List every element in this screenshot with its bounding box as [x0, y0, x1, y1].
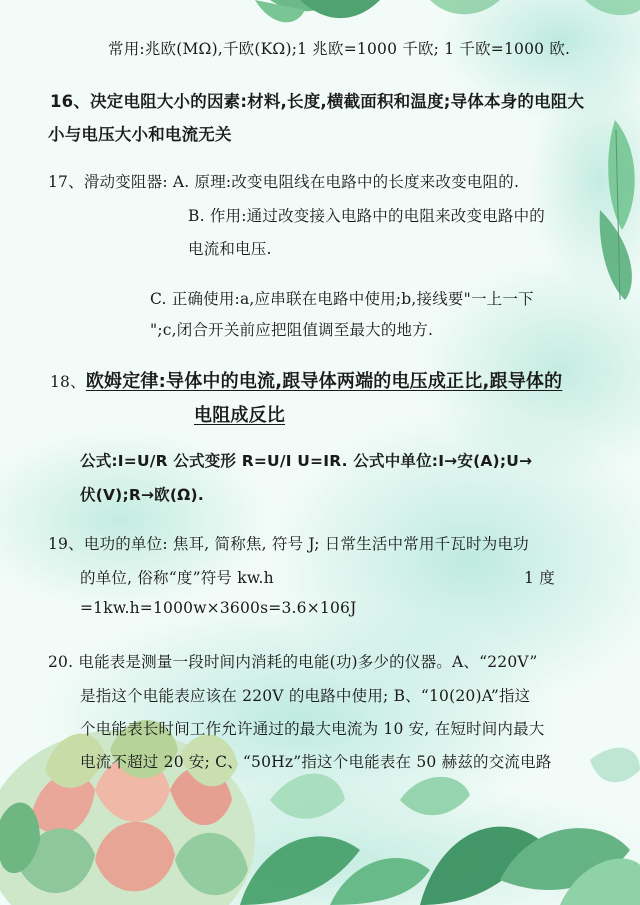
- text-line-16b: 小与电压大小和电流无关: [48, 125, 232, 144]
- text-line-18a: [50, 367, 562, 393]
- text-line-16a: 16、决定电阻大小的因素:材料,长度,横截面积和温度;导体本身的电阻大: [50, 92, 585, 111]
- text-line-20d: 电流不超过 20 安; C、“50Hz”指这个电能表在 50 赫兹的交流电路: [80, 753, 552, 771]
- text-line-17d: C. 正确使用:a,应串联在电路中使用;b,接线要"一上一下: [150, 290, 534, 308]
- text-line-17c: 电流和电压.: [188, 240, 272, 258]
- text-line-19d: =1kw.h=1000w×3600s=3.6×106J: [80, 599, 357, 617]
- text-line-19c: 1 度: [524, 569, 555, 587]
- text-line-20c: 个电能表长时间工作允许通过的最大电流为 10 安, 在短时间内最大: [80, 720, 545, 738]
- text-line-units: 常用:兆欧(MΩ),千欧(KΩ);1 兆欧=1000 千欧; 1 千欧=1000 欧.: [108, 40, 571, 58]
- text-line-formula: 公式:I=U/R 公式变形 R=U/I U=IR. 公式中单位:I→安(A);U→: [80, 452, 533, 470]
- text-line-17b: B. 作用:通过改变接入电路中的电阻来改变电路中的: [188, 207, 545, 225]
- text-line-20b: 是指这个电能表应该在 220V 的电路中使用; B、“10(20)A”指这: [80, 687, 531, 705]
- text-line-19b: 的单位, 俗称“度”符号 kw.h: [80, 569, 274, 587]
- ohms-law-heading: 欧姆定律:导体中的电流,跟导体两端的电压成正比,跟导体的: [85, 371, 563, 392]
- text-line-18b: 电阻成反比: [194, 405, 285, 426]
- text-line-units-ohm: 伏(V);R→欧(Ω).: [80, 486, 204, 504]
- text-line-17a: 17、滑动变阻器: A. 原理:改变电阻线在电路中的长度来改变电阻的.: [48, 173, 520, 191]
- text-line-19a: 19、电功的单位: 焦耳, 简称焦, 符号 J; 日常生活中常用千瓦时为电功: [48, 535, 529, 553]
- item-number: 18、: [50, 373, 86, 391]
- text-line-17e: ";c,闭合开关前应把阻值调至最大的地方.: [150, 321, 434, 339]
- text-line-20a: 20. 电能表是测量一段时间内消耗的电能(功)多少的仪器。A、“220V”: [48, 653, 538, 671]
